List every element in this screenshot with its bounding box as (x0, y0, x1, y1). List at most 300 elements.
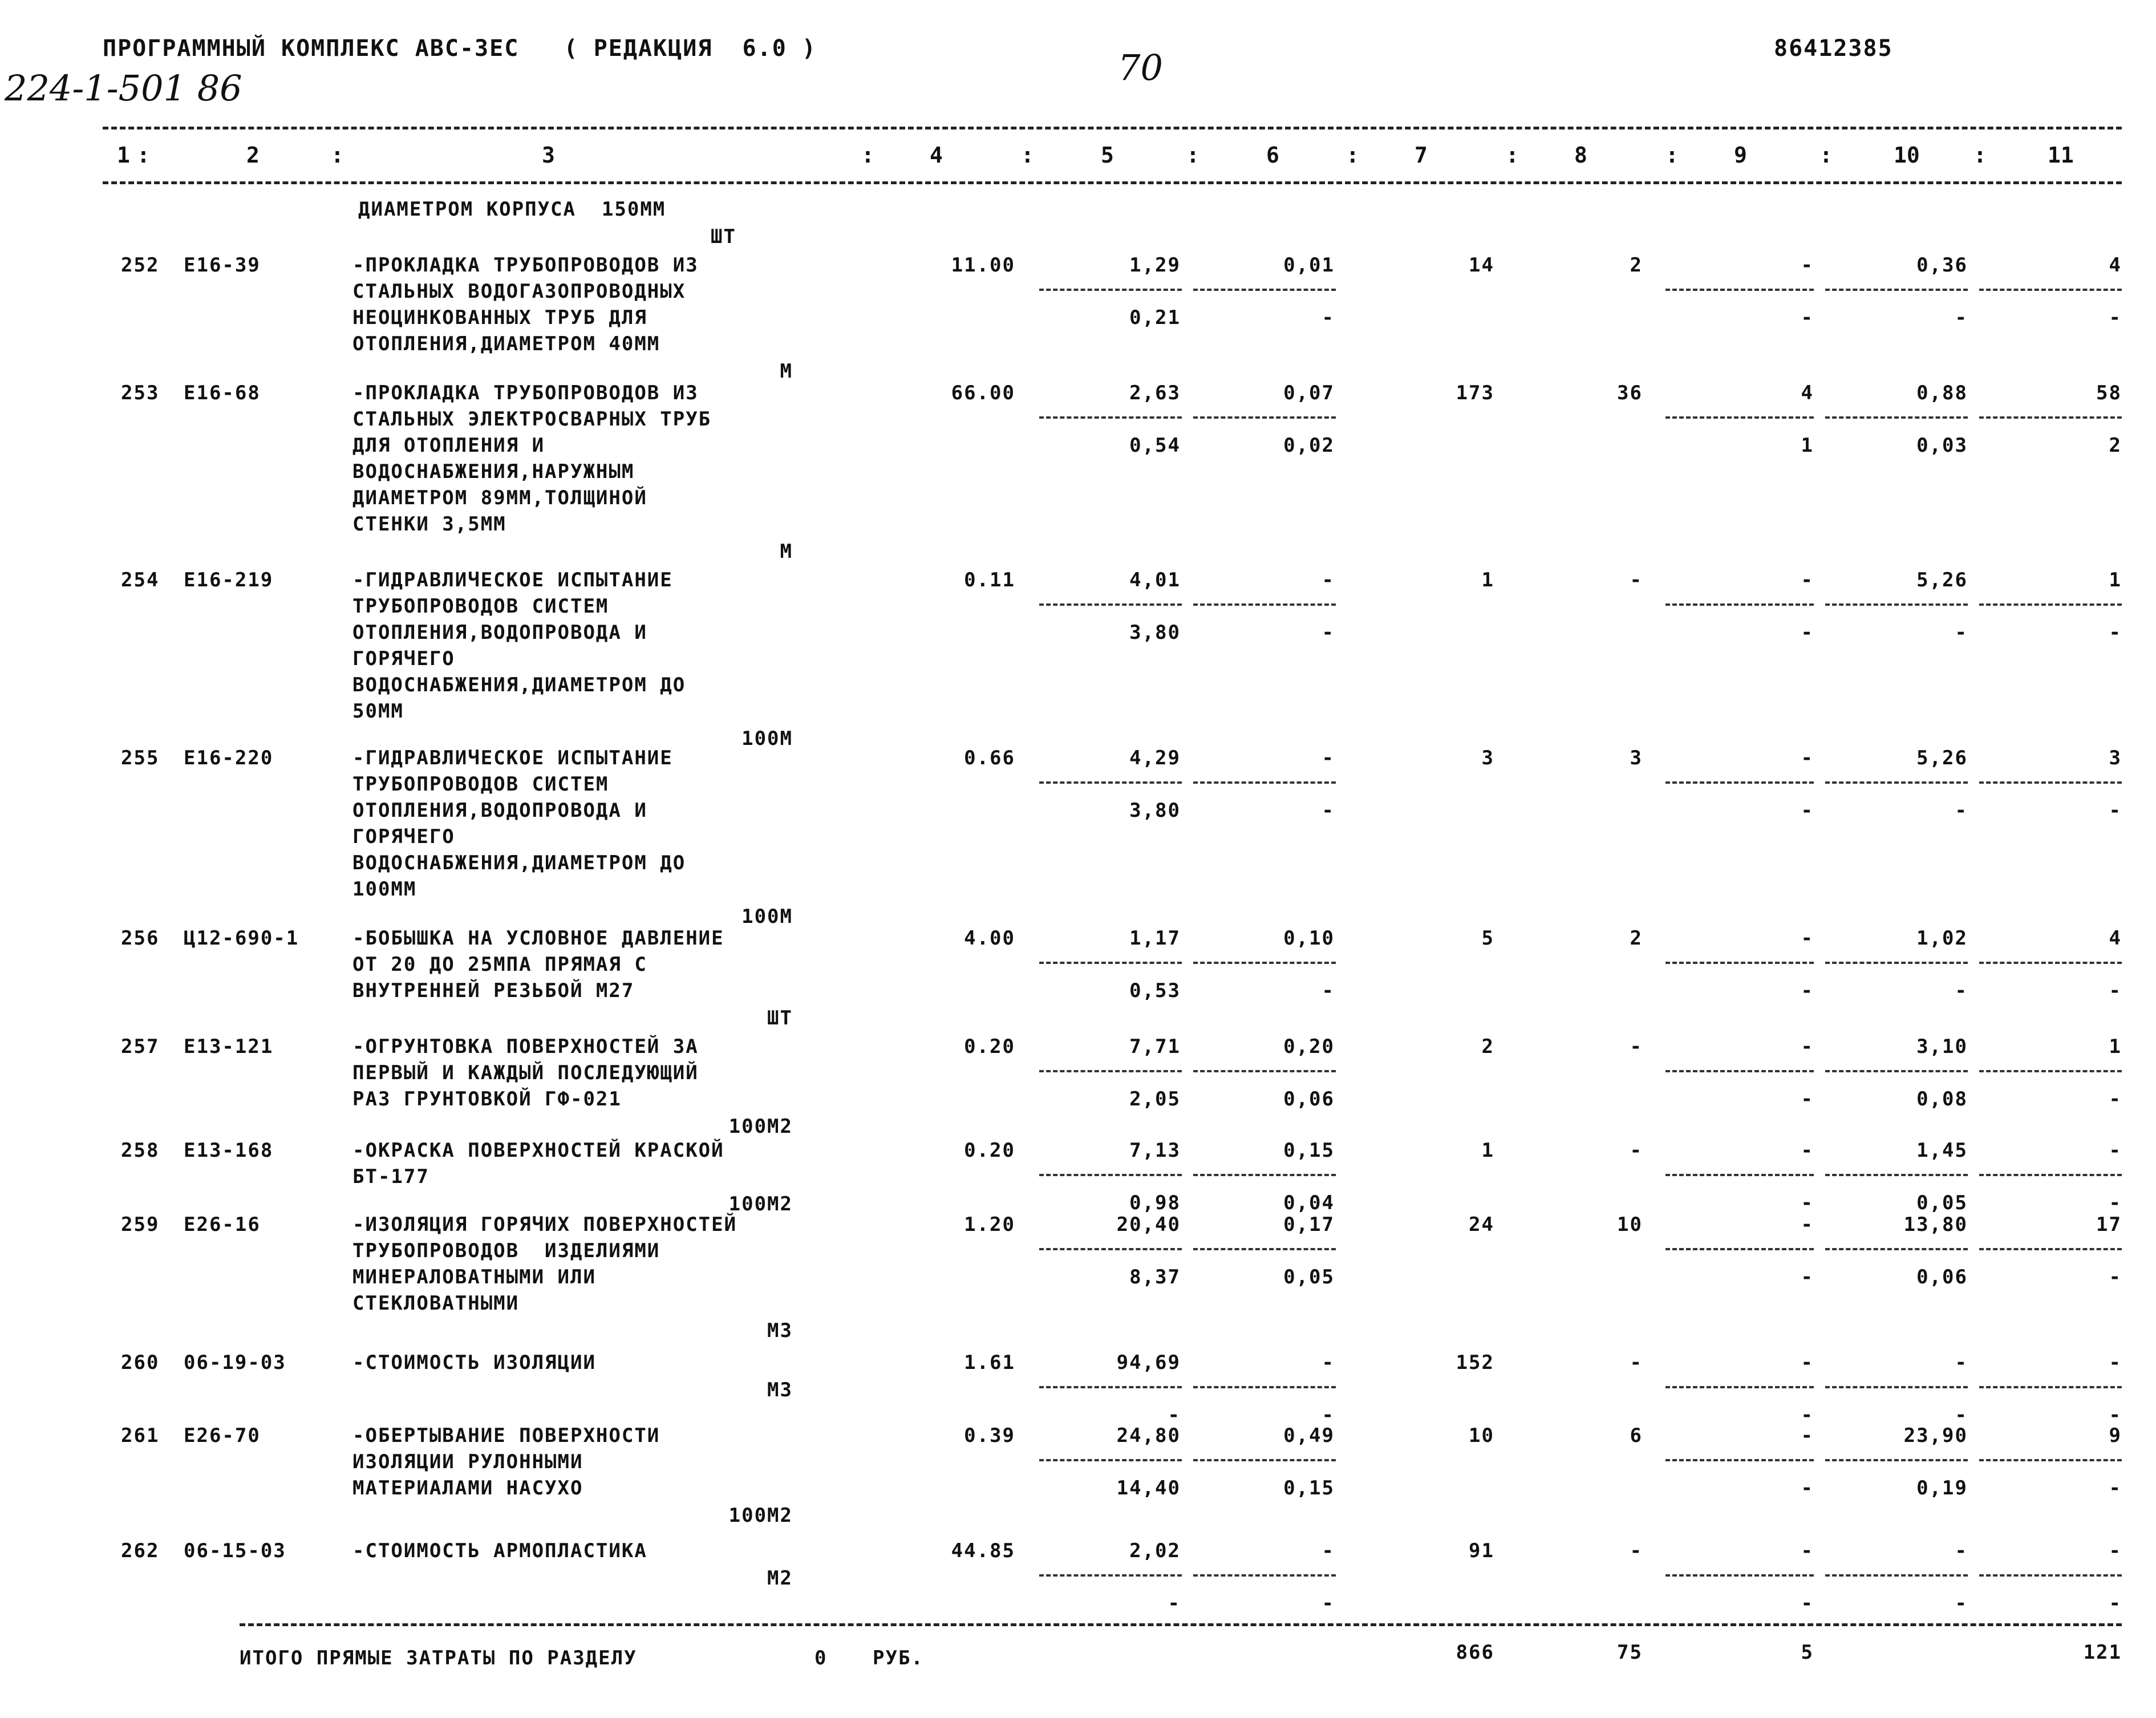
row-col6-machines: 0,07 (1283, 382, 1335, 404)
row-col6-machine-wages: - (1322, 621, 1335, 644)
row-unit: 100М (741, 727, 793, 750)
row-col5-total: 4,29 (1129, 747, 1181, 769)
row-description-line: ОТОПЛЕНИЯ,ДИАМЕТРОМ 40ММ (352, 333, 660, 355)
handwritten-doc-number: 224-1-501 86 (5, 67, 242, 109)
total-label: ИТОГО ПРЯМЫЕ ЗАТРАТЫ ПО РАЗДЕЛУ (240, 1647, 637, 1670)
row-col6-machine-wages: - (1322, 799, 1335, 822)
row-col10: 5,26 (1916, 747, 1968, 769)
row-col9: - (1801, 1035, 1814, 1058)
row-col4-quantity: 66.00 (951, 382, 1015, 404)
row-divider-col6 (1193, 1574, 1336, 1577)
row-col11: 1 (2109, 569, 2122, 591)
row-code: Е26-16 (184, 1213, 261, 1236)
row-divider-col5 (1039, 781, 1182, 784)
row-col5-total: 7,13 (1129, 1139, 1181, 1162)
row-col4-quantity: 1.61 (964, 1351, 1015, 1374)
row-col5-wages: - (1168, 1592, 1181, 1615)
row-col5-wages: 0,98 (1129, 1192, 1181, 1214)
row-divider-col11 (1979, 1248, 2122, 1250)
row-col9-sub: - (1801, 1192, 1814, 1214)
row-col11-sub: - (2109, 799, 2122, 822)
row-col6-machine-wages: - (1322, 1592, 1335, 1615)
row-divider-col9 (1665, 416, 1814, 419)
row-col8-wages: - (1630, 1035, 1643, 1058)
row-description-line: 50ММ (352, 700, 404, 723)
row-divider-col5 (1039, 1070, 1182, 1072)
row-col11-sub: - (2109, 1592, 2122, 1615)
column-separator: : (1973, 143, 1987, 168)
row-description-line: -ГИДРАВЛИЧЕСКОЕ ИСПЫТАНИЕ (352, 569, 673, 591)
column-header-1: 1 (117, 143, 130, 168)
row-col9-sub: - (1801, 1404, 1814, 1427)
row-col6-machines: - (1322, 747, 1335, 769)
row-code: Е13-168 (184, 1139, 274, 1162)
row-col9-sub: - (1801, 621, 1814, 644)
row-col7-cost: 1 (1481, 1139, 1494, 1162)
row-col10-sub: - (1955, 306, 1968, 329)
total-col8: 75 (1617, 1641, 1643, 1664)
row-description-line: СТЕНКИ 3,5ММ (352, 513, 506, 536)
row-divider-col6 (1193, 603, 1336, 606)
row-col5-wages: 0,53 (1129, 979, 1181, 1002)
row-code: Е13-121 (184, 1035, 274, 1058)
row-col11-sub: - (2109, 1477, 2122, 1500)
row-divider-col5 (1039, 603, 1182, 606)
row-description-line: ДЛЯ ОТОПЛЕНИЯ И (352, 434, 545, 457)
row-col10-sub: 0,06 (1916, 1266, 1968, 1288)
row-description-line: ВОДОСНАБЖЕНИЯ,ДИАМЕТРОМ ДО (352, 852, 686, 874)
row-divider-col5 (1039, 1174, 1182, 1176)
row-col6-machines: 0,10 (1283, 927, 1335, 950)
row-col11-sub: - (2109, 1088, 2122, 1111)
row-number: 259 (121, 1213, 160, 1236)
row-col11: 3 (2109, 747, 2122, 769)
row-col10-sub: 0,05 (1916, 1192, 1968, 1214)
row-col10: 1,02 (1916, 927, 1968, 950)
row-col6-machines: - (1322, 1539, 1335, 1562)
row-col5-wages: 2,05 (1129, 1088, 1181, 1111)
row-col10: - (1955, 1539, 1968, 1562)
row-col11: 17 (2096, 1213, 2122, 1236)
row-col5-wages: 3,80 (1129, 621, 1181, 644)
row-description-line: ДИАМЕТРОМ 89ММ,ТОЛЩИНОЙ (352, 487, 647, 509)
column-separator: : (1819, 143, 1833, 168)
row-divider-col9 (1665, 289, 1814, 291)
row-divider-col5 (1039, 1248, 1182, 1250)
row-code: Е16-39 (184, 254, 261, 277)
row-divider-col9 (1665, 781, 1814, 784)
row-divider-col11 (1979, 1574, 2122, 1577)
row-description-line: ГОРЯЧЕГО (352, 647, 455, 670)
row-col11: - (2109, 1351, 2122, 1374)
header-rule-top (103, 127, 2122, 129)
row-number: 262 (121, 1539, 160, 1562)
row-col4-quantity: 0.66 (964, 747, 1015, 769)
row-col10-sub: 0,19 (1916, 1477, 1968, 1500)
column-separator: : (1665, 143, 1679, 168)
row-col5-total: 1,17 (1129, 927, 1181, 950)
row-col10: 0,36 (1916, 254, 1968, 277)
row-divider-col11 (1979, 289, 2122, 291)
row-description-line: СТАЛЬНЫХ ЭЛЕКТРОСВАРНЫХ ТРУБ (352, 408, 712, 431)
row-col4-quantity: 0.11 (964, 569, 1015, 591)
row-col5-total: 94,69 (1116, 1351, 1181, 1374)
row-code: 06-19-03 (184, 1351, 286, 1374)
row-col6-machine-wages: - (1322, 306, 1335, 329)
row-description-line: НЕОЦИНКОВАННЫХ ТРУБ ДЛЯ (352, 306, 647, 329)
row-col7-cost: 152 (1456, 1351, 1494, 1374)
row-col11-sub: - (2109, 306, 2122, 329)
row-divider-col5 (1039, 1459, 1182, 1461)
row-col9: - (1801, 1424, 1814, 1447)
total-col9: 5 (1801, 1641, 1814, 1664)
row-unit: М3 (767, 1379, 793, 1401)
row-col6-machines: 0,01 (1283, 254, 1335, 277)
row-divider-col6 (1193, 289, 1336, 291)
row-divider-col10 (1825, 603, 1968, 606)
row-description-line: РАЗ ГРУНТОВКОЙ ГФ-021 (352, 1088, 622, 1111)
row-col10-sub: 0,03 (1916, 434, 1968, 457)
column-separator: : (331, 143, 344, 168)
row-divider-col5 (1039, 1574, 1182, 1577)
column-separator: : (1506, 143, 1519, 168)
row-code: 06-15-03 (184, 1539, 286, 1562)
column-separator: : (861, 143, 874, 168)
column-header-8: 8 (1574, 143, 1587, 168)
row-col10: 3,10 (1916, 1035, 1968, 1058)
row-col8-wages: 6 (1630, 1424, 1643, 1447)
carry-over-text: ДИАМЕТРОМ КОРПУСА 150ММ (358, 198, 666, 221)
row-col4-quantity: 0.39 (964, 1424, 1015, 1447)
row-number: 255 (121, 747, 160, 769)
row-col10-sub: - (1955, 1592, 1968, 1615)
row-description-line: МАТЕРИАЛАМИ НАСУХО (352, 1477, 583, 1500)
row-divider-col5 (1039, 1386, 1182, 1388)
row-description-line: -ОГРУНТОВКА ПОВЕРХНОСТЕЙ ЗА (352, 1035, 699, 1058)
row-description-line: ОТОПЛЕНИЯ,ВОДОПРОВОДА И (352, 621, 647, 644)
row-col10: 13,80 (1903, 1213, 1968, 1236)
row-col6-machines: - (1322, 569, 1335, 591)
row-description-line: -ПРОКЛАДКА ТРУБОПРОВОДОВ ИЗ (352, 254, 699, 277)
row-divider-col11 (1979, 416, 2122, 419)
row-divider-col5 (1039, 416, 1182, 419)
row-col5-total: 4,01 (1129, 569, 1181, 591)
row-col6-machine-wages: 0,02 (1283, 434, 1335, 457)
column-header-7: 7 (1415, 143, 1428, 168)
row-col4-quantity: 44.85 (951, 1539, 1015, 1562)
row-description-line: ВОДОСНАБЖЕНИЯ,НАРУЖНЫМ (352, 460, 635, 483)
row-col6-machine-wages: 0,06 (1283, 1088, 1335, 1111)
row-description-line: СТАЛЬНЫХ ВОДОГАЗОПРОВОДНЫХ (352, 280, 686, 303)
row-divider-col9 (1665, 603, 1814, 606)
row-col5-total: 2,02 (1129, 1539, 1181, 1562)
row-number: 258 (121, 1139, 160, 1162)
row-description-line: ТРУБОПРОВОДОВ СИСТЕМ (352, 773, 609, 796)
row-col4-quantity: 4.00 (964, 927, 1015, 950)
row-number: 260 (121, 1351, 160, 1374)
row-col10: 0,88 (1916, 382, 1968, 404)
row-col10: 5,26 (1916, 569, 1968, 591)
row-col9-sub: 1 (1801, 434, 1814, 457)
row-col7-cost: 2 (1481, 1035, 1494, 1058)
row-unit: ШТ (767, 1007, 793, 1030)
row-unit: 100М2 (728, 1115, 793, 1138)
row-divider-col11 (1979, 1174, 2122, 1176)
row-description-line: ОТОПЛЕНИЯ,ВОДОПРОВОДА И (352, 799, 647, 822)
row-col9: - (1801, 254, 1814, 277)
row-divider-col10 (1825, 416, 1968, 419)
row-col10-sub: 0,08 (1916, 1088, 1968, 1111)
row-col4-quantity: 0.20 (964, 1035, 1015, 1058)
row-col9-sub: - (1801, 979, 1814, 1002)
row-col6-machines: 0,20 (1283, 1035, 1335, 1058)
handwritten-page-number: 70 (1118, 47, 1163, 88)
row-description-line: -ОКРАСКА ПОВЕРХНОСТЕЙ КРАСКОЙ (352, 1139, 724, 1162)
column-header-10: 10 (1894, 143, 1920, 168)
row-col11-sub: 2 (2109, 434, 2122, 457)
row-col9-sub: - (1801, 1088, 1814, 1111)
row-col6-machine-wages: 0,15 (1283, 1477, 1335, 1500)
row-col8-wages: - (1630, 569, 1643, 591)
row-col10-sub: - (1955, 799, 1968, 822)
row-col8-wages: 36 (1617, 382, 1643, 404)
row-col10-sub: - (1955, 621, 1968, 644)
row-divider-col10 (1825, 1248, 1968, 1250)
column-header-2: 2 (246, 143, 260, 168)
row-description-line: -ИЗОЛЯЦИЯ ГОРЯЧИХ ПОВЕРХНОСТЕЙ (352, 1213, 737, 1236)
row-col9: - (1801, 1213, 1814, 1236)
row-description-line: МИНЕРАЛОВАТНЫМИ ИЛИ (352, 1266, 596, 1288)
header-rule-bottom (103, 181, 2122, 184)
row-col5-total: 24,80 (1116, 1424, 1181, 1447)
total-section: 0 (814, 1647, 828, 1670)
row-unit: М3 (767, 1319, 793, 1342)
row-divider-col10 (1825, 1459, 1968, 1461)
row-col11: 1 (2109, 1035, 2122, 1058)
row-description-line: ИЗОЛЯЦИИ РУЛОННЫМИ (352, 1450, 583, 1473)
row-description-line: ПЕРВЫЙ И КАЖДЫЙ ПОСЛЕДУЮЩИЙ (352, 1061, 699, 1084)
row-number: 253 (121, 382, 160, 404)
column-header-11: 11 (2048, 143, 2074, 168)
row-divider-col10 (1825, 289, 1968, 291)
row-col7-cost: 14 (1469, 254, 1494, 277)
row-col11-sub: - (2109, 1404, 2122, 1427)
row-number: 256 (121, 927, 160, 950)
row-col9: - (1801, 1351, 1814, 1374)
row-col11: 58 (2096, 382, 2122, 404)
row-col9: - (1801, 1139, 1814, 1162)
row-description-line: ВНУТРЕННЕЙ РЕЗЬБОЙ М27 (352, 979, 635, 1002)
row-col9-sub: - (1801, 1477, 1814, 1500)
row-col5-wages: 8,37 (1129, 1266, 1181, 1288)
row-divider-col5 (1039, 289, 1182, 291)
row-number: 254 (121, 569, 160, 591)
row-col6-machine-wages: 0,05 (1283, 1266, 1335, 1288)
row-divider-col11 (1979, 1070, 2122, 1072)
row-col4-quantity: 0.20 (964, 1139, 1015, 1162)
row-col11: 4 (2109, 927, 2122, 950)
row-divider-col6 (1193, 416, 1336, 419)
row-col5-wages: 0,54 (1129, 434, 1181, 457)
row-col5-wages: 0,21 (1129, 306, 1181, 329)
column-header-6: 6 (1266, 143, 1279, 168)
total-col11: 121 (2083, 1641, 2122, 1664)
column-separator: : (137, 143, 150, 168)
row-col8-wages: - (1630, 1539, 1643, 1562)
column-header-4: 4 (930, 143, 943, 168)
row-col4-quantity: 1.20 (964, 1213, 1015, 1236)
row-col11: - (2109, 1539, 2122, 1562)
row-col11: - (2109, 1139, 2122, 1162)
column-separator: : (1346, 143, 1359, 168)
total-col7: 866 (1456, 1641, 1494, 1664)
row-col8-wages: 2 (1630, 254, 1643, 277)
row-description-line: ГОРЯЧЕГО (352, 825, 455, 848)
row-code: Ц12-690-1 (184, 927, 299, 950)
row-col6-machines: - (1322, 1351, 1335, 1374)
row-divider-col6 (1193, 1459, 1336, 1461)
row-divider-col5 (1039, 962, 1182, 964)
column-separator: : (1186, 143, 1199, 168)
row-col9: - (1801, 569, 1814, 591)
row-col8-wages: - (1630, 1139, 1643, 1162)
row-col7-cost: 5 (1481, 927, 1494, 950)
row-unit: М (780, 540, 793, 563)
row-description-line: -СТОИМОСТЬ АРМОПЛАСТИКА (352, 1539, 647, 1562)
row-divider-col9 (1665, 1248, 1814, 1250)
row-divider-col11 (1979, 1459, 2122, 1461)
total-currency: РУБ. (873, 1647, 924, 1670)
row-col5-wages: 14,40 (1116, 1477, 1181, 1500)
row-col8-wages: - (1630, 1351, 1643, 1374)
carry-over-unit: ШТ (711, 225, 736, 248)
row-col8-wages: 3 (1630, 747, 1643, 769)
row-col5-total: 1,29 (1129, 254, 1181, 277)
row-divider-col6 (1193, 1174, 1336, 1176)
row-col4-quantity: 11.00 (951, 254, 1015, 277)
row-divider-col9 (1665, 1386, 1814, 1388)
row-col7-cost: 173 (1456, 382, 1494, 404)
row-col9-sub: - (1801, 1592, 1814, 1615)
row-col11-sub: - (2109, 1192, 2122, 1214)
row-unit: М2 (767, 1567, 793, 1590)
row-number: 257 (121, 1035, 160, 1058)
row-description-line: ТРУБОПРОВОДОВ ИЗДЕЛИЯМИ (352, 1239, 660, 1262)
row-col5-wages: - (1168, 1404, 1181, 1427)
row-col9: - (1801, 747, 1814, 769)
row-code: Е26-70 (184, 1424, 261, 1447)
row-description-line: ТРУБОПРОВОДОВ СИСТЕМ (352, 595, 609, 618)
row-col11-sub: - (2109, 979, 2122, 1002)
document-code: 86412385 (1774, 35, 1893, 62)
row-unit: 100М (741, 905, 793, 928)
row-divider-col10 (1825, 1386, 1968, 1388)
row-description-line: -ПРОКЛАДКА ТРУБОПРОВОДОВ ИЗ (352, 382, 699, 404)
column-separator: : (1021, 143, 1034, 168)
row-col5-total: 7,71 (1129, 1035, 1181, 1058)
row-col6-machines: 0,49 (1283, 1424, 1335, 1447)
row-col11: 9 (2109, 1424, 2122, 1447)
row-description-line: 100ММ (352, 878, 417, 901)
row-col11: 4 (2109, 254, 2122, 277)
row-col7-cost: 91 (1469, 1539, 1494, 1562)
row-divider-col11 (1979, 603, 2122, 606)
row-description-line: ВОДОСНАБЖЕНИЯ,ДИАМЕТРОМ ДО (352, 674, 686, 696)
row-divider-col10 (1825, 962, 1968, 964)
row-col9-sub: - (1801, 306, 1814, 329)
row-divider-col10 (1825, 1070, 1968, 1072)
row-col10: 23,90 (1903, 1424, 1968, 1447)
row-col7-cost: 3 (1481, 747, 1494, 769)
row-col9-sub: - (1801, 799, 1814, 822)
row-divider-col9 (1665, 1070, 1814, 1072)
row-divider-col10 (1825, 781, 1968, 784)
row-divider-col11 (1979, 781, 2122, 784)
row-divider-col11 (1979, 962, 2122, 964)
row-col10: 1,45 (1916, 1139, 1968, 1162)
row-divider-col10 (1825, 1174, 1968, 1176)
row-col5-total: 2,63 (1129, 382, 1181, 404)
row-divider-col9 (1665, 1459, 1814, 1461)
row-description-line: СТЕКЛОВАТНЫМИ (352, 1292, 520, 1315)
row-col5-wages: 3,80 (1129, 799, 1181, 822)
row-col6-machine-wages: 0,04 (1283, 1192, 1335, 1214)
row-col9: 4 (1801, 382, 1814, 404)
row-description-line: ОТ 20 ДО 25МПА ПРЯМАЯ С (352, 953, 647, 976)
row-col7-cost: 10 (1469, 1424, 1494, 1447)
column-header-3: 3 (542, 143, 555, 168)
row-divider-col9 (1665, 1574, 1814, 1577)
column-header-5: 5 (1101, 143, 1114, 168)
row-description-line: -БОБЫШКА НА УСЛОВНОЕ ДАВЛЕНИЕ (352, 927, 724, 950)
row-code: Е16-219 (184, 569, 274, 591)
row-col7-cost: 24 (1469, 1213, 1494, 1236)
row-col10-sub: - (1955, 979, 1968, 1002)
row-divider-col6 (1193, 781, 1336, 784)
row-col8-wages: 10 (1617, 1213, 1643, 1236)
row-number: 252 (121, 254, 160, 277)
row-col9: - (1801, 927, 1814, 950)
row-divider-col9 (1665, 962, 1814, 964)
row-col7-cost: 1 (1481, 569, 1494, 591)
row-col6-machines: 0,15 (1283, 1139, 1335, 1162)
row-col5-total: 20,40 (1116, 1213, 1181, 1236)
row-number: 261 (121, 1424, 160, 1447)
row-code: Е16-68 (184, 382, 261, 404)
row-description-line: -ГИДРАВЛИЧЕСКОЕ ИСПЫТАНИЕ (352, 747, 673, 769)
row-col8-wages: 2 (1630, 927, 1643, 950)
row-col9-sub: - (1801, 1266, 1814, 1288)
row-description-line: -ОБЕРТЫВАНИЕ ПОВЕРХНОСТИ (352, 1424, 660, 1447)
row-divider-col9 (1665, 1174, 1814, 1176)
row-unit: 100М2 (728, 1193, 793, 1215)
row-divider-col6 (1193, 962, 1336, 964)
column-header-9: 9 (1734, 143, 1747, 168)
row-col11-sub: - (2109, 1266, 2122, 1288)
row-description-line: -СТОИМОСТЬ ИЗОЛЯЦИИ (352, 1351, 596, 1374)
row-divider-col11 (1979, 1386, 2122, 1388)
row-divider-col10 (1825, 1574, 1968, 1577)
row-col9: - (1801, 1539, 1814, 1562)
row-col6-machine-wages: - (1322, 979, 1335, 1002)
row-col6-machines: 0,17 (1283, 1213, 1335, 1236)
row-unit: М (780, 360, 793, 383)
row-description-line: БТ-177 (352, 1165, 429, 1188)
row-divider-col6 (1193, 1248, 1336, 1250)
row-unit: 100М2 (728, 1504, 793, 1527)
row-divider-col6 (1193, 1386, 1336, 1388)
row-col6-machine-wages: - (1322, 1404, 1335, 1427)
